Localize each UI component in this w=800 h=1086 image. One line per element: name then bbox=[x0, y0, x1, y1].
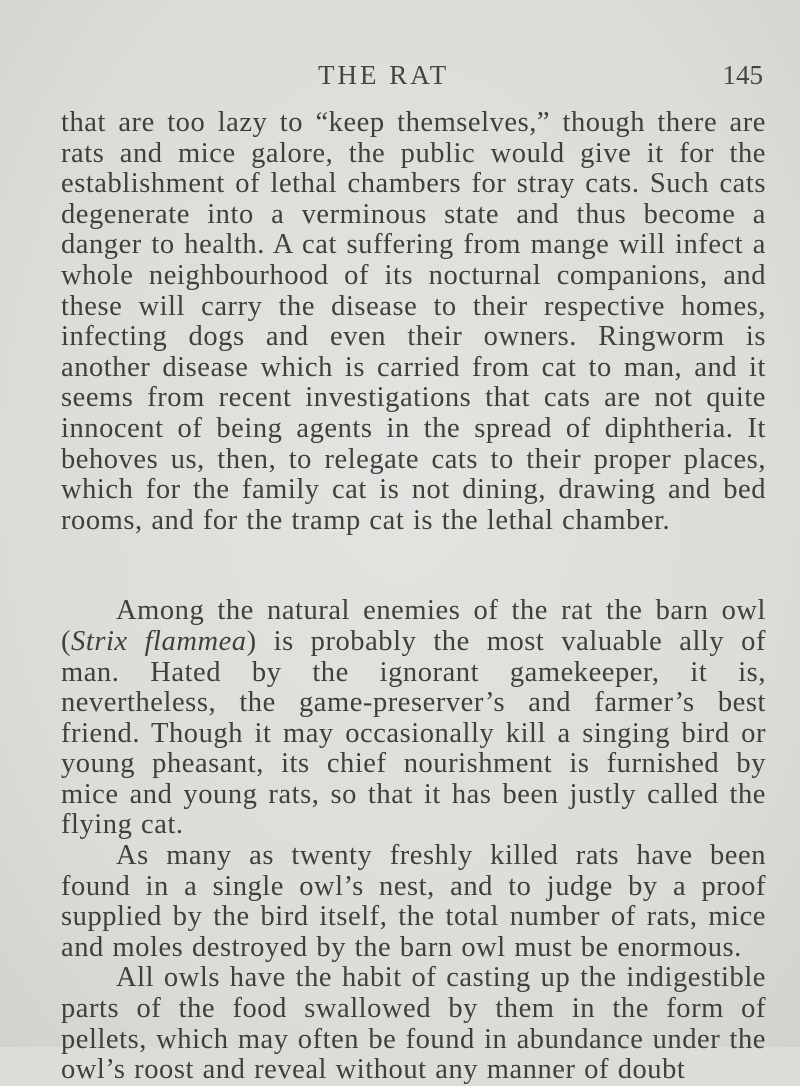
body-text bbox=[61, 108, 766, 1086]
page-number: 145 bbox=[722, 60, 763, 90]
paragraph-owl-pellets: All owls have the habit of casting up the indigestible parts of the food swallowed by them in the form of pellets, which may often be found in abundance under the owl’s roost and reveal without any manner of doubt bbox=[61, 962, 766, 1086]
running-head bbox=[0, 58, 800, 98]
paragraph-owl-nest: As many as twenty freshly killed rats have been found in a single owl’s nest, and to judge by a proof supplied by the bird itself, the total number of rats, mice and moles destroyed by the barn owl must be enormous. bbox=[61, 840, 766, 963]
paragraph-cats: that are too lazy to “keep themselves,” though there are rats and mice galore, the public would give it for the establishment of lethal chambers for stray cats. Such cats degenerate into a verminous state and thus become a danger to health. A cat suffering from mange will infect a whole neighbourhood of its nocturnal companions, and these will carry the disease to their respective homes, infecting dogs and even their owners. Ringworm is another disease which is carried from cat to man, and it seems from recent investigations that cats are not quite innocent of being agents in the spread of diphtheria. It behoves us, then, to relegate cats to their proper places, which for the family cat is not dining, drawing and bed rooms, and for the tramp cat is the lethal chamber. bbox=[61, 107, 766, 536]
barn-owl-text-end: ) is probably the most valuable ally of man. Hated by the ignorant gamekeeper, it is, nevertheless, the game-preserver’s and farmer’s best friend. Though it may occasionally kill a singing bird or young pheasant, its chief nourishment is furnished by mice and young rats, so that it has been justly called the flying cat. bbox=[61, 625, 766, 841]
barn-owl-text-start: Among the natural enemies of the rat the barn owl ( bbox=[61, 595, 766, 657]
paragraph-barn-owl bbox=[61, 596, 766, 841]
running-title: THE RAT bbox=[318, 60, 450, 90]
species-name: Strix flammea bbox=[71, 625, 247, 657]
